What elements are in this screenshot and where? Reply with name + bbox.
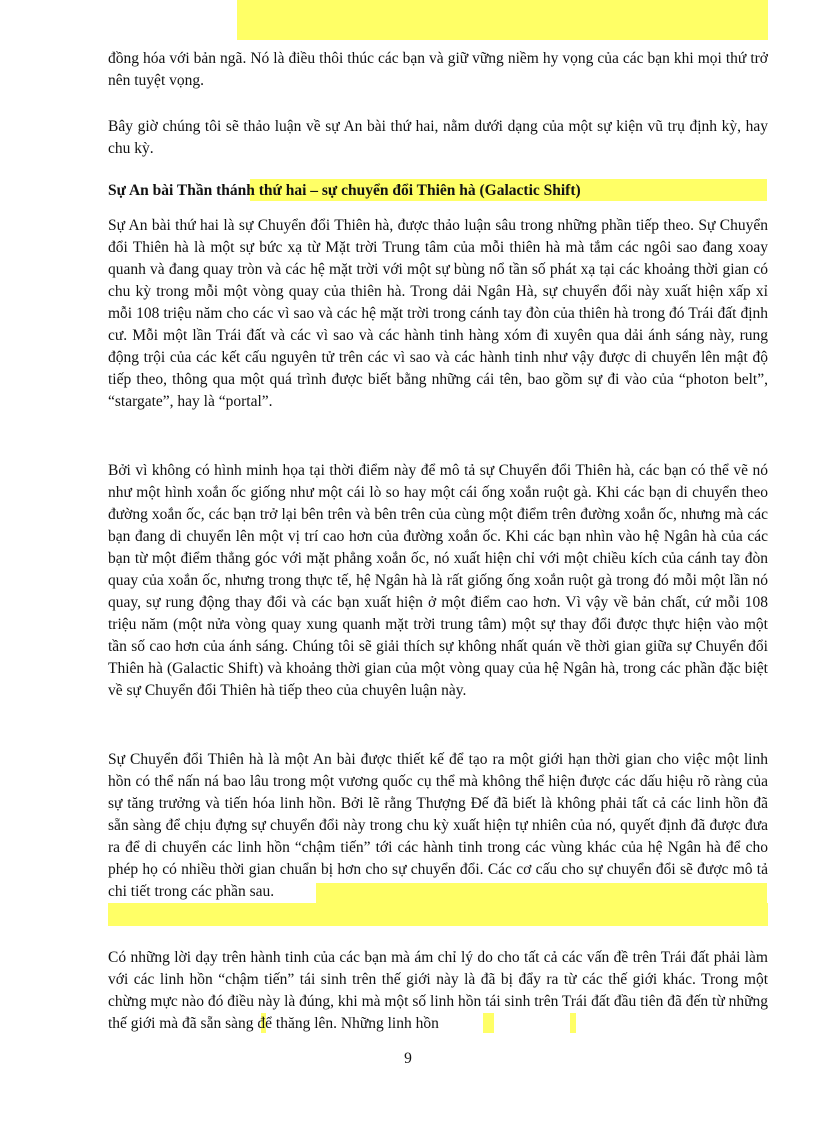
page-number: 9 (404, 1050, 412, 1067)
paragraph-galactic-shift-definition: Sự An bài thứ hai là sự Chuyển đổi Thiên hà, được thảo luận sâu trong những phần tiếp theo. Sự Chuyển đổi Thiên hà là một sự bức xạ từ Mặt trời Trung tâm của mỗi thiên hà mà tắm các ngôi sao đang xoay quanh và đang quay tròn và các hệ mặt trời với một sự bùng nổ tần số phát xạ tại các khoảng thời gian có chu kỳ trong mỗi một vòng quay của thiên hà. Trong dải Ngân Hà, sự chuyển đổi này xuất hiện xấp xỉ mỗi 108 triệu năm cho các vì sao và các hệ mặt trời trong cánh tay đòn của thiên hà trong đó Trái đất định cư. Mỗi một lần Trái đất và các vì sao và các hành tinh hàng xóm đi xuyên qua dải ánh sáng này, rung động trội của các kết cấu nguyên tử trên các vì sao và các hành tinh như vậy được di chuyển lên mật độ tiếp theo, thông qua một quá trình được biết bằng những cái tên, bao gồm sự đi vào của “photon belt”, “stargate”, hay là “portal”. (108, 217, 768, 410)
paragraph-spiral-illustration: Bởi vì không có hình minh họa tại thời điểm này để mô tả sự Chuyển đổi Thiên hà, các bạn có thể vẽ nó như một hình xoắn ốc giống như một cái lò so hay một cái ống xoắn ruột gà. Khi các bạn di chuyển theo đường xoắn ốc, các bạn trở lại bên trên và bên trên của cùng một điểm trên đường xoắn ốc, nhưng mà các bạn đang di chuyển lên một vị trí cao hơn của đường xoắn ốc. Khi các bạn nhìn vào hệ Ngân hà của các bạn từ một điểm thẳng góc với mặt phẳng xoắn ốc, nó xuất hiện chỉ với một chiều kích của cánh tay đòn quay của xoắn ốc, nhưng trong thực tế, hệ Ngân hà là rất giống ống xoắn ruột gà trong đó mỗi một lần nó quay, sự rung động thay đổi và các bạn xuất hiện ở một điểm cao hơn. Vì vậy về bản chất, cứ mỗi 108 triệu năm (một nửa vòng quay xung quanh mặt trời trung tâm) một sự thay đổi được thực hiện vào một tần số cao hơn của ánh sáng. Chúng tôi sẽ giải thích sự không nhất quán về thời gian giữa sự Chuyển đổi Thiên hà (Galactic Shift) và khoảng thời gian của một vòng quay của hệ Ngân hà, trong các phần đặc biệt về sự Chuyển đổi Thiên hà tiếp theo của chuyên luận này. (108, 462, 768, 699)
paragraph-teachings: Có những lời dạy trên hành tinh của các bạn mà ám chỉ lý do cho tất cả các vấn đề trên Trái đất phải làm với các linh hồn “chậm tiến” tái sinh trên thế giới này là đã bị đẩy ra từ các thế giới khác. Trong một chừng mực nào đó điều này là đúng, khi mà một số linh hồn tái sinh trên Trái đất đầu tiên đã đến từ những thế giới mà đã sẵn sàng để thăng lên. Những linh hồn (108, 949, 768, 1032)
section-heading: Sự An bài Thần thánh thứ hai – sự chuyển đổi Thiên hà (Galactic Shift) (108, 182, 581, 199)
highlight-top-banner (237, 0, 768, 40)
paragraph-intro: đồng hóa với bản ngã. Nó là điều thôi thúc các bạn và giữ vững niềm hy vọng của các bạn khi mọi thứ trở nên tuyệt vọng. (108, 50, 768, 89)
paragraph-second-dispensation-intro: Bây giờ chúng tôi sẽ thảo luận về sự An bài thứ hai, nằm dưới dạng của một sự kiện vũ trụ định kỳ, hay chu kỳ. (108, 118, 768, 157)
paragraph-time-limit: Sự Chuyển đổi Thiên hà là một An bài được thiết kế để tạo ra một giới hạn thời gian cho việc một linh hồn có thể nấn ná bao lâu trong một vương quốc cụ thể mà không thể hiện được các dấu hiệu rõ ràng của sự tăng trưởng và tiến hóa linh hồn. Bởi lẽ rằng Thượng Đế đã biết là không phải tất cả các linh hồn đã sẵn sàng để chịu đựng sự chuyển đổi này trong chu kỳ xuất hiện tự nhiên của nó, quyết định đã được đưa ra để di chuyển các linh hồn “chậm tiến” tới các hành tinh trong các vùng khác của hệ Ngân hà để cho phép họ có nhiều thời gian chuẩn bị hơn cho sự chuyển đổi. Các cơ cấu cho sự chuyển đổi sẽ được mô tả chi tiết trong các phần sau. (108, 751, 768, 900)
highlight-paragraph-end-2 (108, 903, 768, 926)
